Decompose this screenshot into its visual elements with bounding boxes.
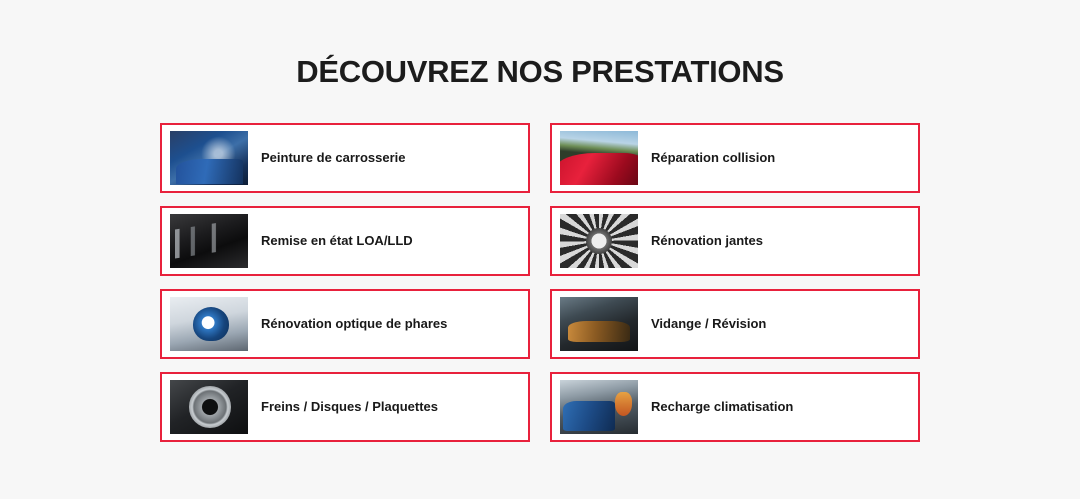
service-card-renovation-jantes[interactable] [550,206,920,276]
service-label: Rénovation optique de phares [261,316,448,332]
service-card-vidange-revision[interactable] [550,289,920,359]
service-label: Vidange / Révision [651,316,767,332]
freins-disques-plaquettes-image [170,380,248,434]
recharge-climatisation-image [560,380,638,434]
service-card-freins-disques-plaquettes[interactable] [160,372,530,442]
spark-decoration [615,392,632,416]
services-grid [160,87,920,442]
renovation-jantes-image [560,214,638,268]
service-label: Réparation collision [651,150,776,166]
service-card-renovation-optique-de-phares[interactable] [160,289,530,359]
page-title: DÉCOUVREZ NOS PRESTATIONS [296,54,784,89]
service-label: Freins / Disques / Plaquettes [261,399,438,415]
service-card-remise-en-etat-loa-lld[interactable] [160,206,530,276]
service-label: Rénovation jantes [651,233,763,249]
renovation-optique-de-phares-image [170,297,248,351]
reparation-collision-image [560,131,638,185]
service-card-recharge-climatisation[interactable] [550,372,920,442]
service-label: Peinture de carrosserie [261,150,406,166]
peinture-de-carrosserie-image [170,131,248,185]
service-label: Remise en état LOA/LLD [261,233,413,249]
service-label: Recharge climatisation [651,399,794,415]
vidange-revision-image [560,297,638,351]
service-card-peinture-de-carrosserie[interactable] [160,123,530,193]
remise-en-etat-loa-lld-image [170,214,248,268]
service-card-reparation-collision[interactable] [550,123,920,193]
